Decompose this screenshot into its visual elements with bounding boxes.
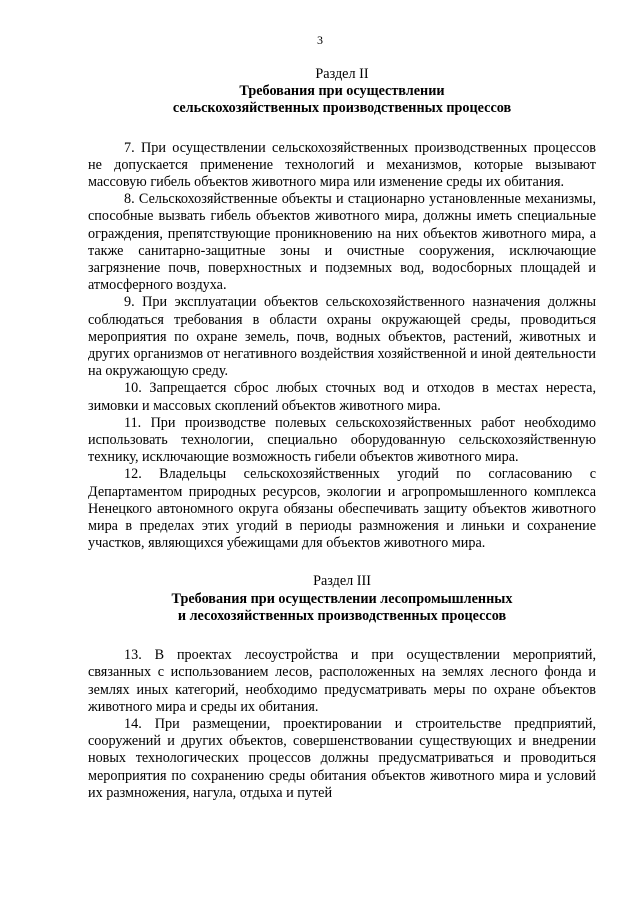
section-2-title: Требования при осуществлении сельскохозяйственных производственных процессов xyxy=(172,83,512,117)
paragraph-14: 14. При размещении, проектировании и строительстве предприятий, сооружений и других объектов, совершенствовании существующих и внедрении новых технологических процессов должны предусматриваться и проводиться мероприятия по сохранению среды обитания объектов животного мира и условий их размножения, нагула, отдыха и путей xyxy=(88,715,596,801)
paragraph-13: 13. В проектах лесоустройства и при осуществлении мероприятий, связанных с использованием лесов, расположенных на землях лесного фонда и землях иных категорий, необходимо предусматривать меры по охране объектов животного мира и среды их обитания. xyxy=(88,647,596,715)
document-body xyxy=(88,66,596,802)
section-3-title: Требования при осуществлении лесопромышленных и лесохозяйственных производственных процессов xyxy=(171,590,513,624)
section-2-heading xyxy=(88,66,596,118)
section-3-label: Раздел III xyxy=(313,573,371,590)
paragraph-9: 9. При эксплуатации объектов сельскохозяйственного назначения должны соблюдаться требования в области охраны окружающей среды, проводиться мероприятия по охране земель, почв, водных объектов, растений, животных и других организмов от негативного воздействия хозяйственной и иной деятельности на окружающую среду. xyxy=(88,294,596,380)
page-number: 3 xyxy=(317,33,323,47)
section-2-label: Раздел II xyxy=(315,66,369,82)
paragraph-7: 7. При осуществлении сельскохозяйственных производственных процессов не допускается применение технологий и механизмов, которые вызывают массовую гибель объектов животного мира или изменение среды их обитания. xyxy=(88,139,596,191)
paragraph-10: 10. Запрещается сброс любых сточных вод и отходов в местах нереста, зимовки и массовых скоплений объектов животного мира. xyxy=(88,380,596,414)
section-3-heading xyxy=(88,573,596,625)
paragraph-11: 11. При производстве полевых сельскохозяйственных работ необходимо использовать технологии, специально оборудованную сельскохозяйственную технику, исключающие возможность гибели объектов животного мира. xyxy=(88,414,596,466)
paragraph-8: 8. Сельскохозяйственные объекты и стационарно установленные механизмы, способные вызвать гибель объектов животного мира, должны иметь специальные ограждения, препятствующие проникновению на них объектов животного мира, а также санитарно-защитные зоны и очистные сооружения, исключающие загрязнение почв, поверхностных и подземных вод, водосборных площадей и атмосферного воздуха. xyxy=(88,191,596,294)
paragraph-12: 12. Владельцы сельскохозяйственных угодий по согласованию с Департаментом природных ресурсов, экологии и агропромышленного комплекса Ненецкого автономного округа обязаны обеспечивать защиту объектов животного мира в пределах этих угодий в периоды размножения и линьки и сохранение участков, являющихся убежищами для объектов животного мира. xyxy=(88,466,596,552)
